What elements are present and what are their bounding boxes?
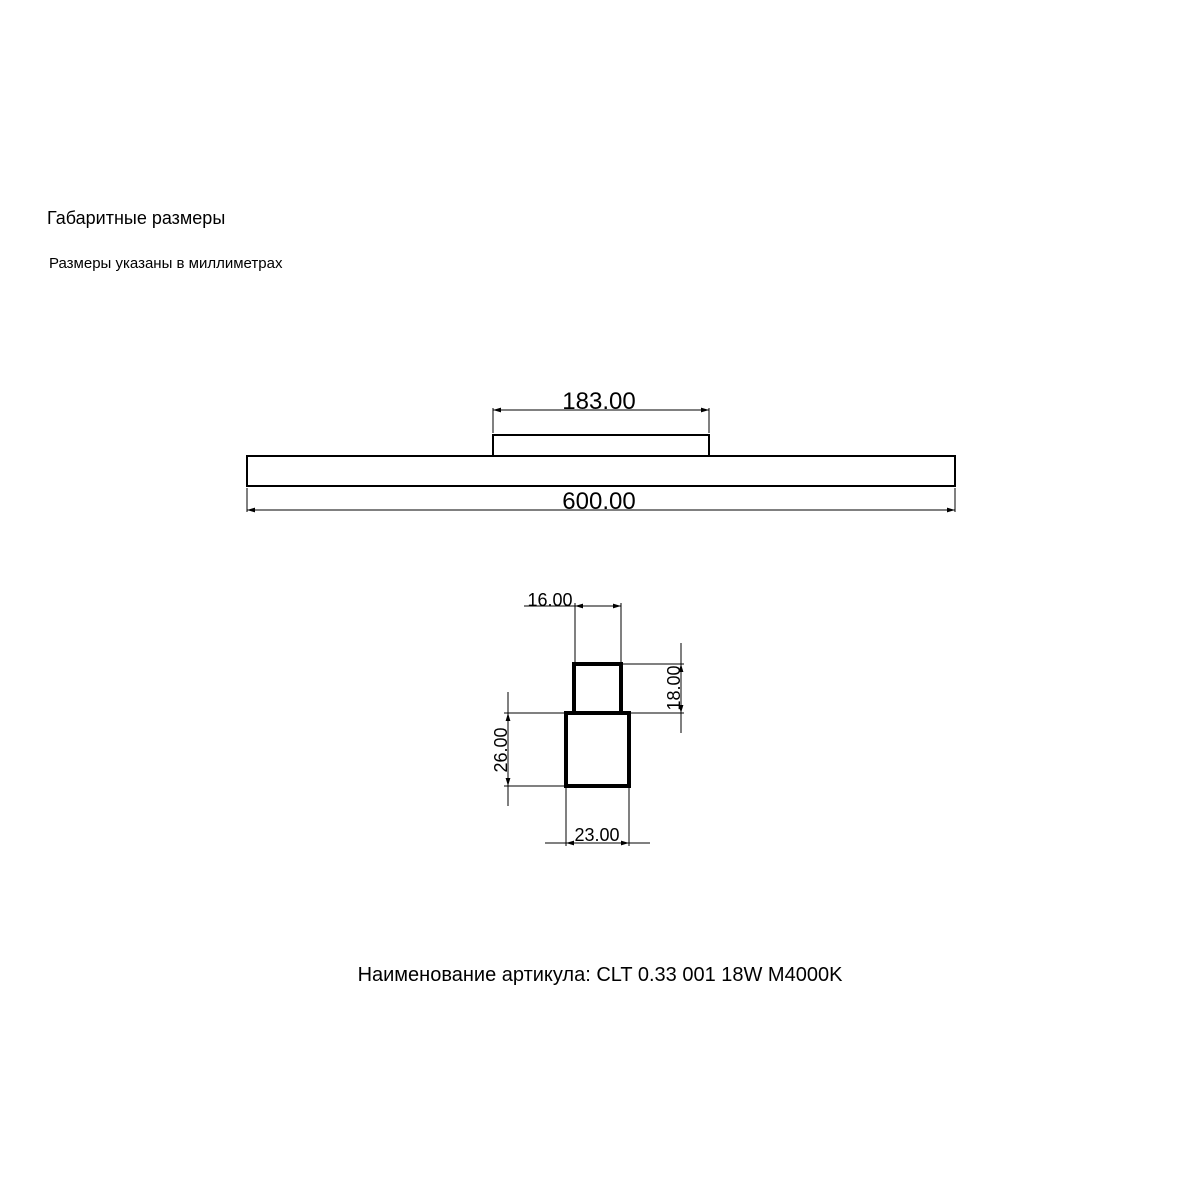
units-note: Размеры указаны в миллиметрах (49, 255, 283, 272)
dim-16-label: 16.00 (527, 590, 573, 610)
dim-600-label: 600.00 (562, 488, 636, 515)
profile-bottom-block (566, 713, 629, 786)
side-view (491, 590, 684, 846)
dim-26-label: 26.00 (491, 727, 511, 773)
dim-183-label: 183.00 (562, 388, 636, 415)
article-name: Наименование артикула: CLT 0.33 001 18W M4000K (357, 964, 843, 986)
dim-18-label: 18.00 (664, 665, 684, 711)
front-view-body (247, 456, 955, 486)
front-view (247, 388, 955, 515)
drawing-title: Габаритные размеры (47, 208, 226, 228)
profile-top-block (574, 664, 621, 713)
front-view-mount (493, 435, 709, 456)
dim-23-label: 23.00 (574, 825, 620, 845)
